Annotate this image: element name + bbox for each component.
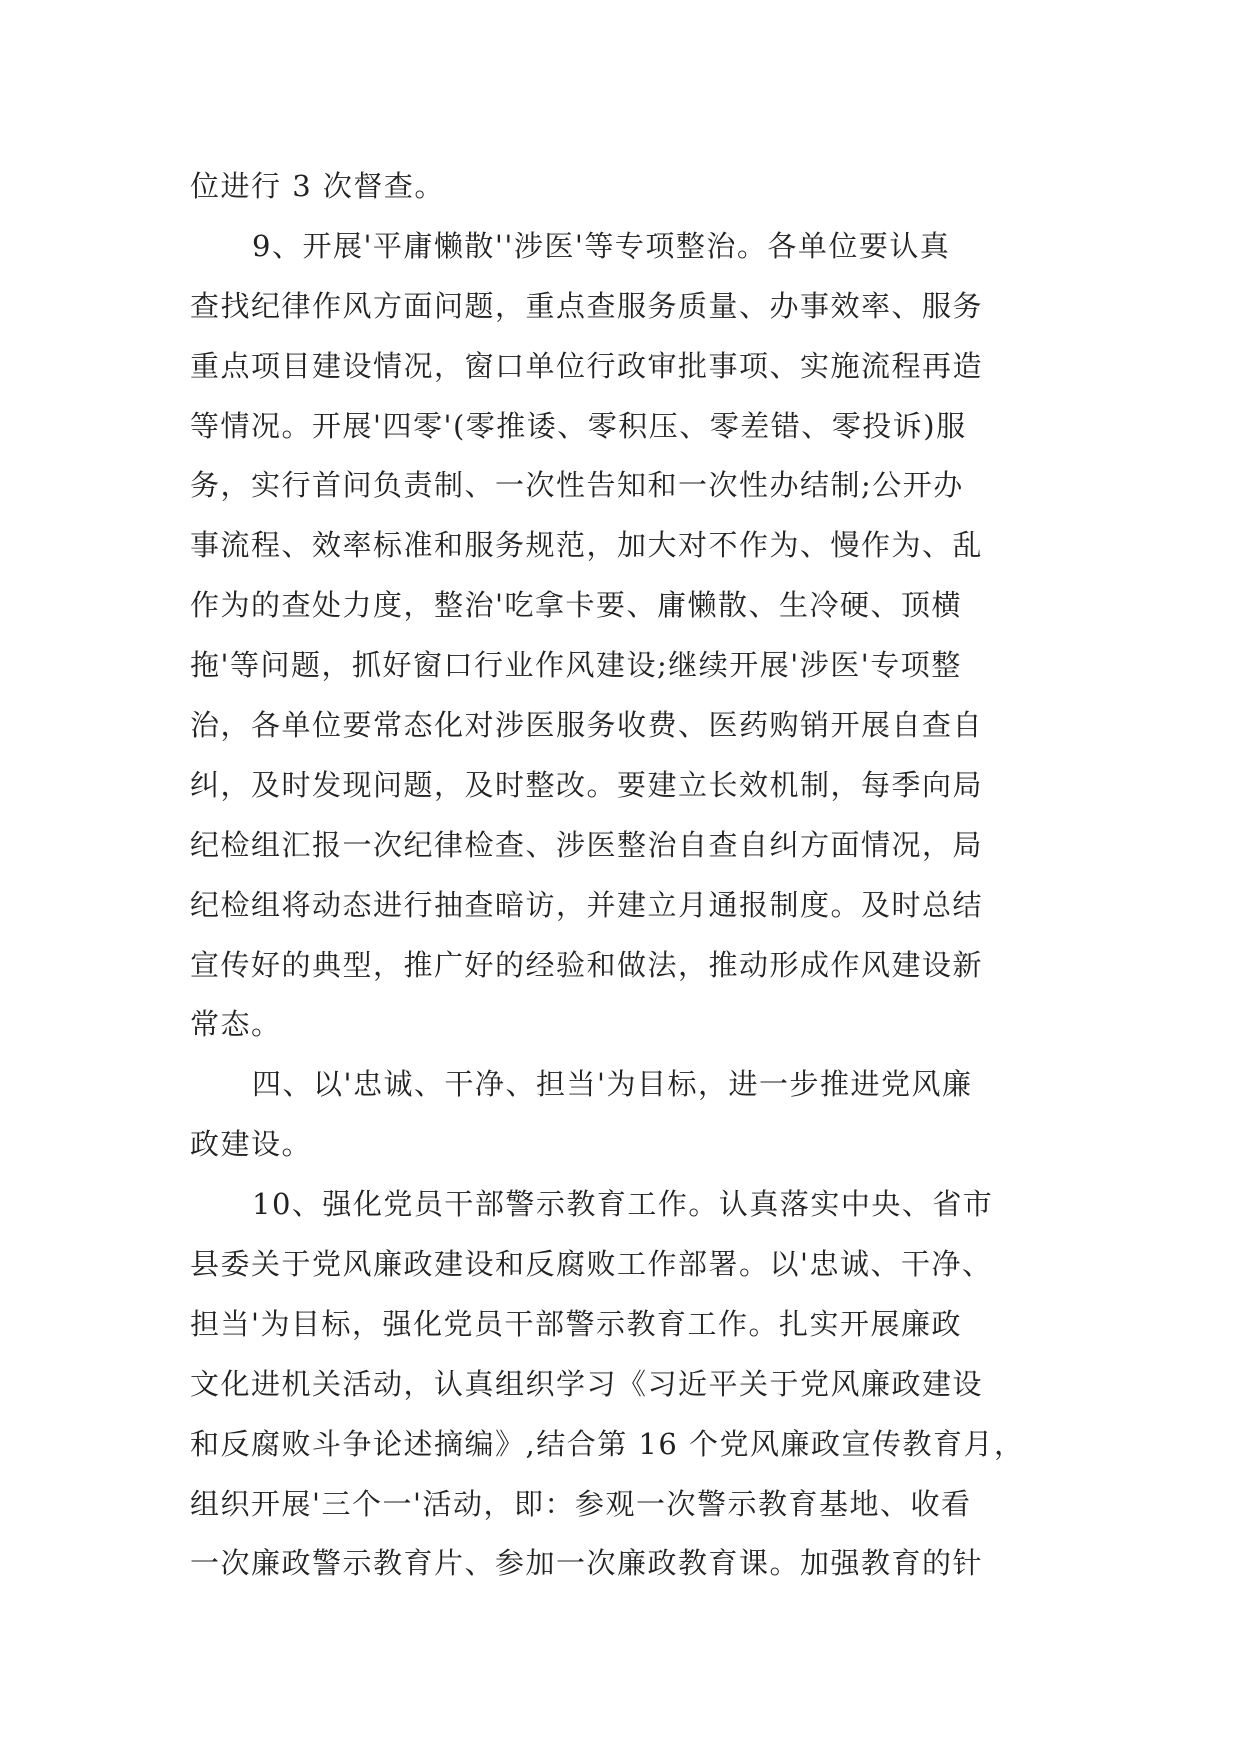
text-line: 政建设。	[190, 1127, 313, 1162]
text-line: 10、强化党员干部警示教育工作。认真落实中央、省市	[252, 1187, 994, 1222]
text-line: 事流程、效率标准和服务规范，加大对不作为、慢作为、乱	[190, 528, 984, 563]
text-line: 一次廉政警示教育片、参加一次廉政教育课。加强教育的针	[190, 1546, 984, 1581]
text-line: 治，各单位要常态化对涉医服务收费、医药购销开展自查自	[190, 708, 984, 743]
text-line: 常态。	[190, 1007, 282, 1042]
text-line: 县委关于党风廉政建设和反腐败工作部署。以'忠诚、干净、	[190, 1247, 993, 1282]
text-line: 拖'等问题，抓好窗口行业作风建设;继续开展'涉医'专项整	[190, 648, 962, 683]
text-line: 纠，及时发现问题，及时整改。要建立长效机制，每季向局	[190, 767, 984, 802]
text-line: 文化进机关活动，认真组织学习《习近平关于党风廉政建设	[190, 1366, 984, 1401]
text-line: 位进行 3 次督查。	[190, 169, 445, 203]
text-line: 重点项目建设情况，窗口单位行政审批事项、实施流程再造	[190, 348, 984, 383]
text-line: 宣传好的典型，推广好的经验和做法，推动形成作风建设新	[190, 947, 984, 982]
text-line: 查找纪律作风方面问题，重点查服务质量、办事效率、服务	[190, 288, 984, 323]
text-line: 和反腐败斗争论述摘编》,结合第 16 个党风廉政宣传教育月，	[190, 1426, 1025, 1461]
text-line: 作为的查处力度，整治'吃拿卡要、庸懒散、生冷硬、顶横	[190, 588, 962, 623]
text-line: 务，实行首问负责制、一次性告知和一次性办结制;公开办	[190, 468, 964, 503]
text-line: 9、开展'平庸懒散''涉医'等专项整治。各单位要认真	[252, 228, 951, 263]
document-body	[190, 157, 1050, 1594]
text-line: 组织开展'三个一'活动，即：参观一次警示教育基地、收看	[190, 1486, 972, 1521]
text-line: 纪检组将动态进行抽查暗访，并建立月通报制度。及时总结	[190, 887, 984, 922]
text-line: 等情况。开展'四零'(零推诿、零积压、零差错、零投诉)服	[190, 408, 967, 443]
text-line: 担当'为目标，强化党员干部警示教育工作。扎实开展廉政	[190, 1306, 962, 1341]
text-line: 纪检组汇报一次纪律检查、涉医整治自查自纠方面情况，局	[190, 827, 984, 862]
section-heading: 四、以'忠诚、干净、担当'为目标，进一步推进党风廉	[252, 1067, 973, 1102]
